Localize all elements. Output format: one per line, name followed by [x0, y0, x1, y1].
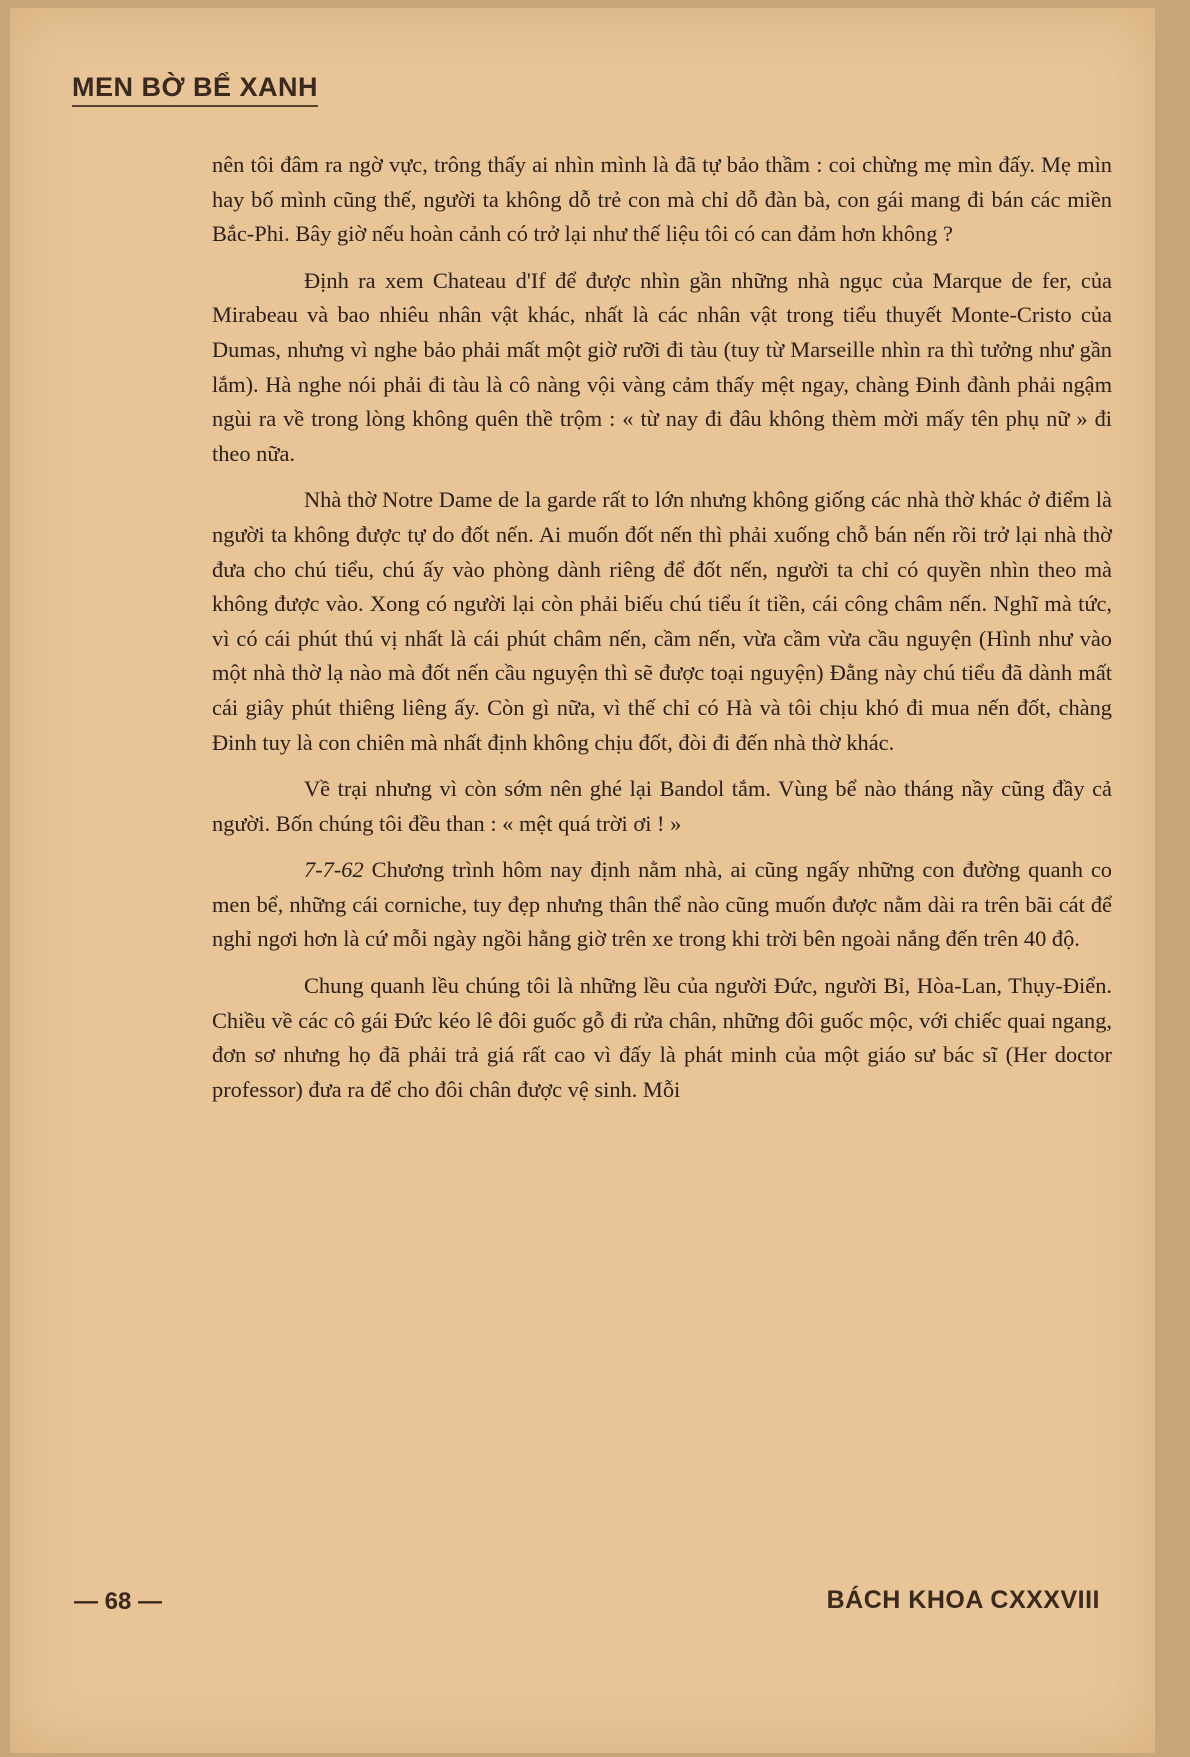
entry-date: 7-7-62 — [304, 857, 364, 883]
paragraph-1: nên tôi đâm ra ngờ vực, trông thấy ai nhìn mình là đã tự bảo thầm : coi chừng mẹ mìn đấy. Mẹ mìn hay bố mình cũng thế, người ta không dỗ trẻ con mà chỉ dỗ đàn bà, con gái mang đi bán các miền Bắc-Phi. Bây giờ nếu hoàn cảnh có trở lại như thế liệu tôi có can đảm hơn không ? — [212, 152, 1112, 247]
paragraph-2: Định ra xem Chateau d'If để được nhìn gần những nhà ngục của Marque de fer, của Mirabeau và bao nhiêu nhân vật khác, nhất là các nhân vật trong tiểu thuyết Monte-Cristo của Dumas, nhưng vì nghe bảo phải mất một giờ rưỡi đi tàu (tuy từ Marseille nhìn ra thì tưởng như gần lắm). Hà nghe nói phải đi tàu là cô nàng vội vàng cảm thấy mệt ngay, chàng Đinh đành phải ngậm ngùi ra về trong lòng không quên thề trộm : « từ nay đi đâu không thèm mời mấy tên phụ nữ » đi theo nữa. — [212, 267, 1112, 466]
running-title: MEN BỜ BỂ XANH — [72, 72, 318, 107]
article-body — [212, 148, 1112, 1107]
paragraph-5-text: Chương trình hôm nay định nằm nhà, ai cũng ngấy những con đường quanh co men bể, những cái corniche, tuy đẹp nhưng thân thể nào cũng muốn được nằm dài ra trên bãi cát để nghỉ ngơi hơn là cứ mỗi ngày ngồi hằng giờ trên xe trong khi trời bên ngoài nắng đến trên 40 độ. — [212, 857, 1112, 952]
paragraph-6: Chung quanh lều chúng tôi là những lều của người Đức, người Bỉ, Hòa-Lan, Thụy-Điển. Chiều về các cô gái Đức kéo lê đôi guốc gỗ đi rửa chân, những đôi guốc mộc, với chiếc quai ngang, đơn sơ nhưng họ đã phải trả giá rất cao vì đấy là phát minh của một giáo sư bác sĩ (Her doctor professor) đưa ra để cho đôi chân được vệ sinh. Mỗi — [212, 973, 1112, 1102]
paragraph-4: Về trại nhưng vì còn sớm nên ghé lại Bandol tắm. Vùng bể nào tháng nầy cũng đầy cả người. Bốn chúng tôi đều than : « mệt quá trời ơi ! » — [212, 776, 1112, 836]
page-number: — 68 — — [74, 1588, 163, 1615]
paragraph-3: Nhà thờ Notre Dame de la garde rất to lớn nhưng không giống các nhà thờ khác ở điểm là người ta không được tự do đốt nến. Ai muốn đốt nến thì phải xuống chỗ bán nến rồi trở lại nhà thờ đưa cho chú tiểu, chú ấy vào phòng dành riêng để đốt nến, người ta chỉ có quyền nhìn theo mà không được vào. Xong có người lại còn phải biếu chú tiểu ít tiền, cái công châm nến. Nghĩ mà tức, vì có cái phút thú vị nhất là cái phút châm nến, cầm nến, vừa cầm vừa cầu nguyện (Hình như vào một nhà thờ lạ nào mà đốt nến cầu nguyện thì sẽ được toại nguyện) Đằng này chú tiểu đã dành mất cái giây phút thiêng liêng ấy. Còn gì nữa, vì thế chỉ có Hà và tôi chịu khó đi mua nến đốt, chàng Đinh tuy là con chiên mà nhất định không chịu đốt, đòi đi đến nhà thờ khác. — [212, 487, 1112, 755]
publication-name: BÁCH KHOA CXXXVIII — [826, 1586, 1100, 1614]
magazine-page — [10, 8, 1155, 1753]
paragraph-5 — [212, 853, 1112, 957]
